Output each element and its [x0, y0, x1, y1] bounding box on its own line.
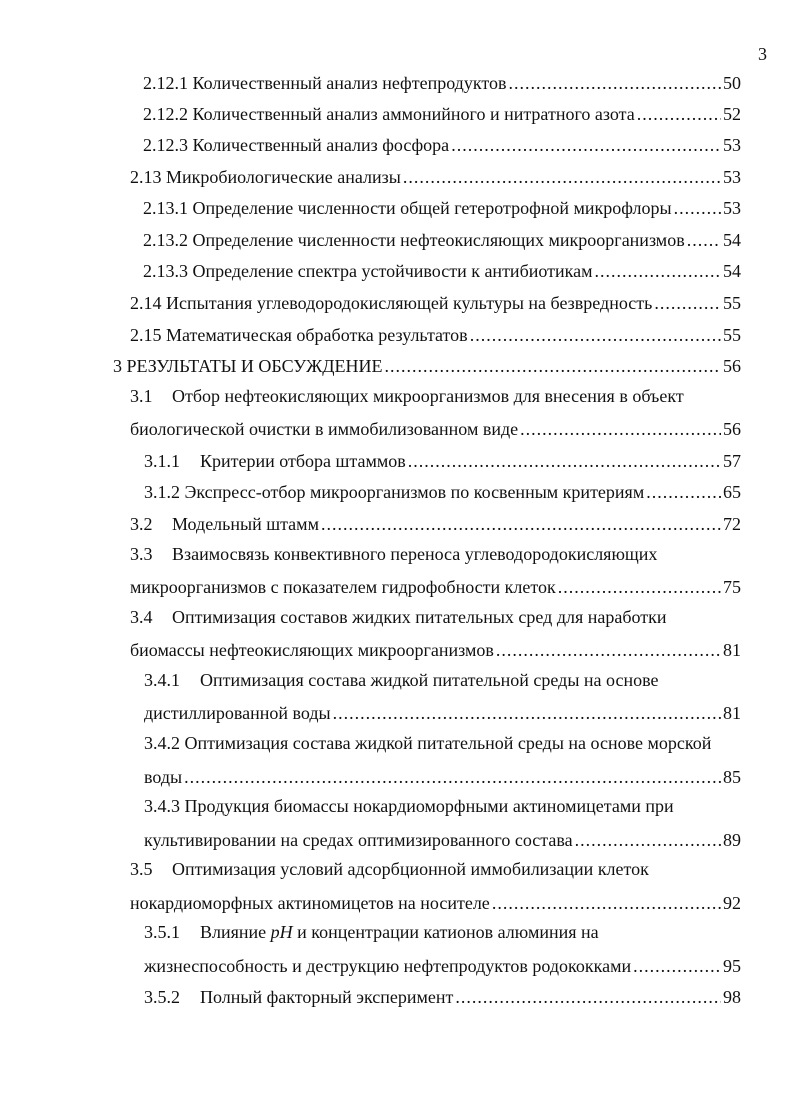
toc-leader [646, 481, 721, 503]
toc-entry-number: 3.4.1 [144, 670, 180, 690]
toc-entry-number: 3.1 [130, 386, 153, 406]
toc-entry [143, 101, 741, 125]
toc-entry-title: Взаимосвязь конвективного переноса углеводородокисляющих [172, 544, 658, 564]
toc-entry-page: 89 [723, 830, 741, 850]
toc-entry-title: 2.13.2 Определение численности нефтеокисляющих микроорганизмов [143, 230, 685, 250]
toc-entry-title: биомассы нефтеокисляющих микроорганизмов [130, 640, 494, 660]
toc-entry-title: 2.13 Микробиологические анализы [130, 167, 401, 187]
toc-entry [130, 858, 741, 882]
toc-entry-title: 2.12.3 Количественный анализ фосфора [143, 135, 450, 155]
toc-entry [130, 606, 741, 630]
toc-leader [633, 955, 721, 977]
toc-entry-title: 2.14 Испытания углеводородокисляющей культуры на безвредность [130, 293, 653, 313]
toc-entry-page: 54 [723, 261, 741, 281]
toc-leader [333, 702, 721, 724]
toc-entry [144, 448, 741, 472]
toc-entry [130, 574, 741, 598]
toc-entry [144, 984, 741, 1008]
toc-entry-page: 65 [723, 482, 741, 502]
page-number: 3 [758, 44, 767, 64]
toc-entry [143, 70, 741, 94]
toc-entry-page: 98 [723, 987, 741, 1007]
toc-entry [144, 953, 741, 977]
toc-entry-number: 3.5.2 [144, 987, 180, 1007]
toc-entry-number: 3.4 [130, 607, 153, 627]
toc-entry [143, 227, 741, 251]
toc-entry [130, 637, 741, 661]
toc-entry-page: 57 [723, 451, 741, 471]
toc-entry [144, 921, 741, 945]
toc-entry-title-pre: Влияние [200, 922, 271, 942]
toc-entry-title: нокардиоморфных актиномицетов на носителе [130, 893, 490, 913]
toc-entry-page: 92 [723, 893, 741, 913]
toc-entry-title: Оптимизация условий адсорбционной иммобилизации клеток [172, 859, 649, 879]
toc-leader [470, 324, 721, 346]
toc-entry-page: 53 [723, 167, 741, 187]
toc-entry-title: микроорганизмов с показателем гидрофобности клеток [130, 577, 556, 597]
toc-entry-title-post: и концентрации катионов алюминия на [292, 922, 599, 942]
toc-entry-title: Полный факторный эксперимент [200, 987, 454, 1007]
toc-entry-title: 3 РЕЗУЛЬТАТЫ И ОБСУЖДЕНИЕ [113, 356, 383, 376]
toc-entry-page: 85 [723, 767, 741, 787]
toc-leader [687, 229, 721, 251]
toc-leader [408, 450, 721, 472]
toc-entry [144, 732, 741, 756]
toc-leader [451, 134, 721, 156]
toc-entry [144, 700, 741, 724]
toc-leader [184, 766, 721, 788]
toc-leader [385, 355, 721, 377]
toc-entry-page: 56 [723, 356, 741, 376]
toc-entry-title: Модельный штамм [172, 514, 319, 534]
toc-entry-title: 2.13.3 Определение спектра устойчивости к антибиотикам [143, 261, 593, 281]
toc-leader [654, 292, 721, 314]
toc-entry [143, 132, 741, 156]
toc-entry-page: 55 [723, 293, 741, 313]
toc-entry-page: 81 [723, 703, 741, 723]
toc-leader [674, 197, 721, 219]
toc-leader [403, 166, 721, 188]
toc-entry-page: 55 [723, 325, 741, 345]
toc-leader [637, 103, 721, 125]
toc-entry [130, 416, 741, 440]
toc-entry-page: 54 [723, 230, 741, 250]
toc-entry-number: 3.1.1 [144, 451, 180, 471]
toc-leader [455, 986, 721, 1008]
toc-leader [520, 418, 721, 440]
toc-entry-title: Оптимизация состава жидкой питательной среды на основе [200, 670, 659, 690]
toc-leader [321, 513, 721, 535]
toc-entry-title: 3.4.3 Продукция биомассы нокардиоморфными актиномицетами при [144, 796, 674, 816]
toc-entry-title: 2.12.2 Количественный анализ аммонийного и нитратного азота [143, 104, 635, 124]
toc-entry-title: 2.12.1 Количественный анализ нефтепродуктов [143, 73, 507, 93]
toc-entry-number: 3.3 [130, 544, 153, 564]
toc-entry [130, 890, 741, 914]
toc-entry [130, 164, 741, 188]
toc-entry-title: дистиллированной воды [144, 703, 331, 723]
toc-entry [113, 353, 741, 377]
toc-entry [130, 322, 741, 346]
toc-leader [508, 72, 721, 94]
toc-entry [130, 385, 741, 409]
toc-entry-title: 3.4.2 Оптимизация состава жидкой питательной среды на основе морской [144, 733, 712, 753]
toc-entry [143, 258, 741, 282]
toc-leader [496, 639, 721, 661]
toc-entry-page: 56 [723, 419, 741, 439]
toc-entry [144, 795, 741, 819]
toc-entry-title: 2.13.1 Определение численности общей гетеротрофной микрофлоры [143, 198, 672, 218]
toc-entry-page: 75 [723, 577, 741, 597]
toc-entry [130, 511, 741, 535]
toc-entry-title: Отбор нефтеокисляющих микроорганизмов для внесения в объект [172, 386, 684, 406]
toc-entry-title: воды [144, 767, 183, 787]
toc-entry-page: 50 [723, 73, 741, 93]
toc-entry-title: Оптимизация составов жидких питательных сред для наработки [172, 607, 667, 627]
toc-entry-page: 52 [723, 104, 741, 124]
toc-entry-page: 72 [723, 514, 741, 534]
toc-entry-page: 53 [723, 198, 741, 218]
toc-entry [144, 764, 741, 788]
toc-entry-title: культивировании на средах оптимизированного состава [144, 830, 573, 850]
toc-entry-title: 2.15 Математическая обработка результатов [130, 325, 468, 345]
toc-entry [144, 669, 741, 693]
toc-entry-number: 3.2 [130, 514, 153, 534]
toc-leader [575, 829, 721, 851]
toc-entry-title: жизнеспособность и деструкцию нефтепродуктов родококками [144, 956, 632, 976]
toc-entry [144, 827, 741, 851]
toc-leader [558, 576, 721, 598]
toc-entry-number: 3.5 [130, 859, 153, 879]
toc-entry-title-em: pH [270, 922, 293, 942]
toc-entry [130, 290, 741, 314]
toc-leader [492, 892, 721, 914]
toc-entry-title: 3.1.2 Экспресс-отбор микроорганизмов по косвенным критериям [144, 482, 645, 502]
toc-entry-page: 81 [723, 640, 741, 660]
toc-entry-title: Критерии отбора штаммов [200, 451, 406, 471]
toc-entry-page: 53 [723, 135, 741, 155]
toc-entry [144, 479, 741, 503]
toc-entry [143, 195, 741, 219]
toc-entry-number: 3.5.1 [144, 922, 180, 942]
toc-leader [594, 260, 721, 282]
toc-entry [130, 543, 741, 567]
toc-entry-title: биологической очистки в иммобилизованном виде [130, 419, 519, 439]
toc-entry-page: 95 [723, 956, 741, 976]
